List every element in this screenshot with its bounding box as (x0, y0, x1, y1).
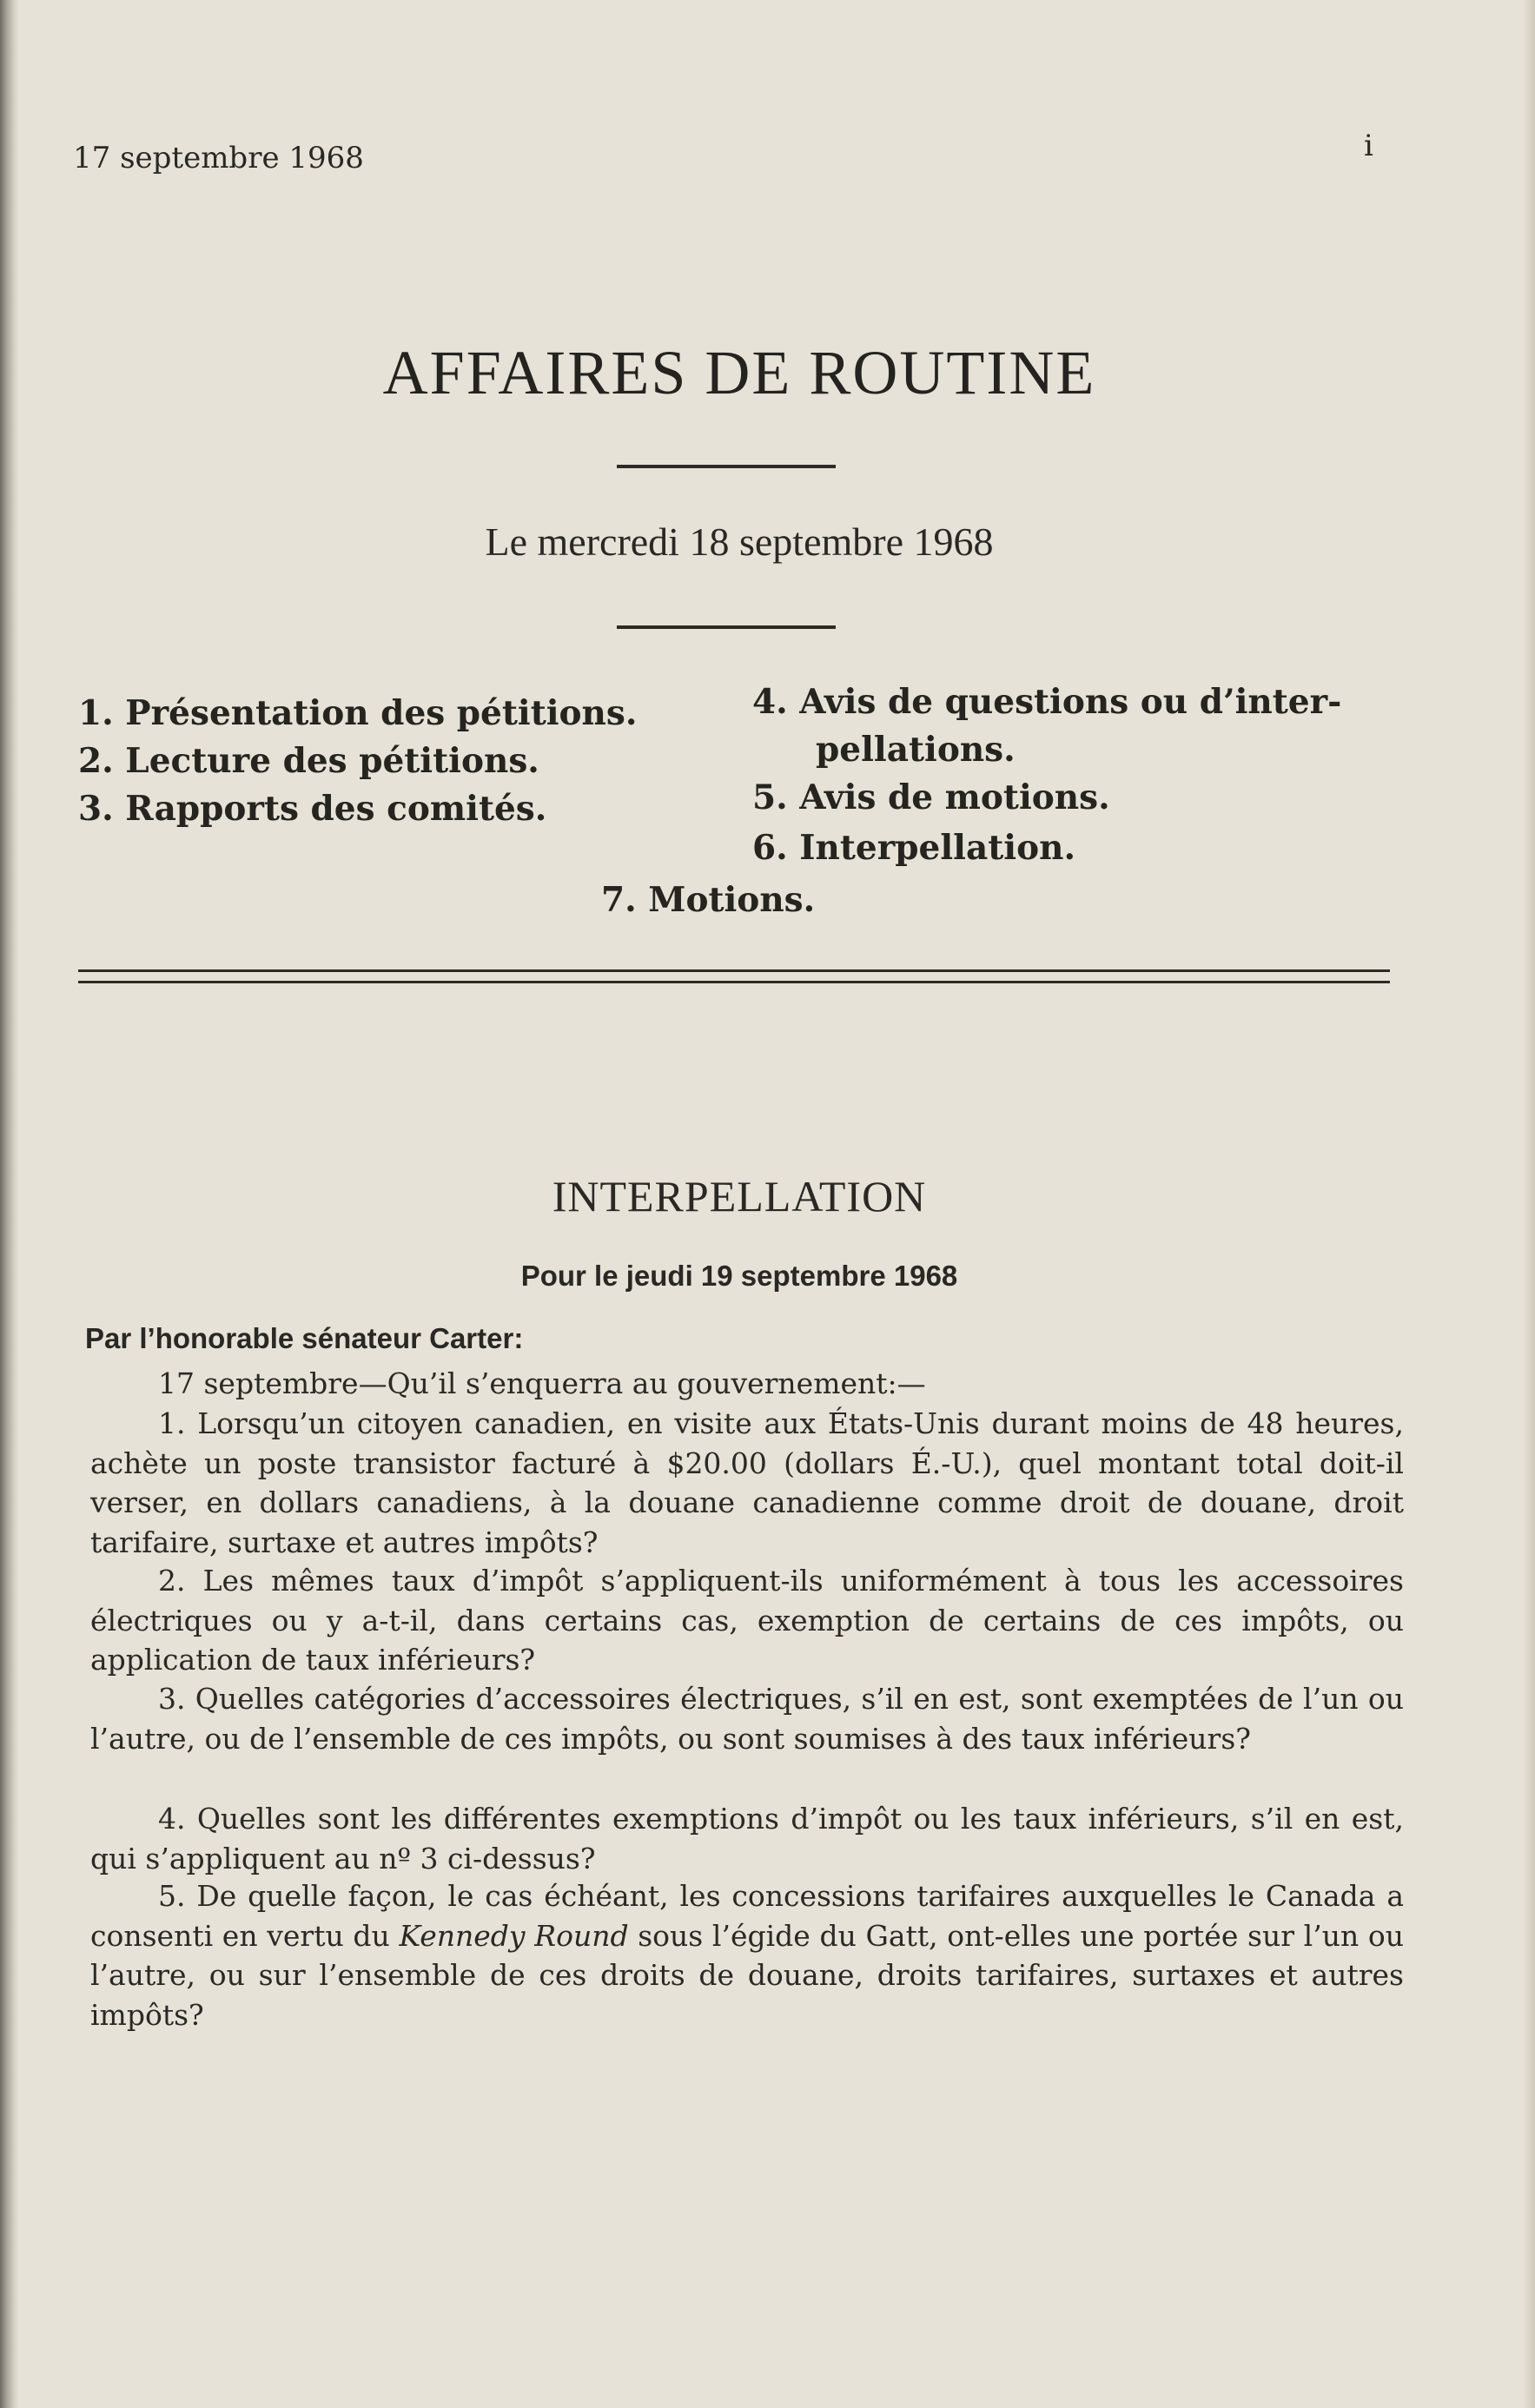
agenda-item-4-continuation: pellations. (816, 730, 1016, 770)
section-date: Pour le jeudi 19 septembre 1968 (520, 1260, 958, 1292)
question-text: Quelles sont les différentes exemptions d’impôt ou les taux inférieurs, s’il en est, qui s’appliquent au nº 3 ci-dessus? (90, 1802, 1404, 1875)
agenda-label: Lecture des pétitions. (125, 741, 539, 781)
subtitle-divider (617, 625, 836, 629)
question-text: Les mêmes taux d’impôt s’appliquent-ils uniformément à tous les accessoires électriques ou y a-t-il, dans certains cas, exemption de certains de ces impôts, ou application de taux inférieurs? (90, 1564, 1404, 1677)
section-title: INTERPELLATION (552, 1172, 927, 1221)
question-paragraph (90, 1679, 1404, 1758)
agenda-label: Interpellation. (799, 828, 1076, 868)
agenda-item-2 (78, 741, 539, 781)
agenda-item-4 (752, 682, 1341, 722)
page-edge (1523, 0, 1535, 2408)
section-divider-top (78, 969, 1390, 972)
agenda-number: 4. (752, 682, 788, 722)
question-number: 2. (158, 1564, 186, 1598)
question-text: Lorsqu’un citoyen canadien, en visite aux États-Unis durant moins de 48 heures, achète un poste transistor facturé à $20.00 (dollars É.-U.), quel montant total doit-il verser, en dollars canadiens, à la douane canadienne comme droit de douane, droit tarifaire, surtaxe et autres impôts? (90, 1406, 1404, 1559)
question-number: 4. (158, 1802, 186, 1836)
question-paragraph (90, 1404, 1404, 1562)
agenda-label: Avis de motions. (799, 777, 1110, 817)
header-date: 17 septembre 1968 (73, 141, 364, 175)
agenda-number: 5. (752, 777, 788, 817)
agenda-label: Motions. (648, 880, 816, 920)
page-title: AFFAIRES DE ROUTINE (382, 338, 1096, 407)
section-divider-bottom (78, 981, 1390, 983)
question-number: 3. (158, 1682, 186, 1716)
question-number: 1. (158, 1406, 186, 1440)
question-paragraph (90, 1876, 1404, 2034)
agenda-item-1 (78, 693, 637, 733)
senator-byline: Par l’honorable sénateur Carter: (85, 1322, 524, 1354)
agenda-label: Présentation des pétitions. (125, 693, 638, 733)
interpellation-intro: 17 septembre—Qu’il s’enquerra au gouvernement:— (158, 1366, 926, 1400)
agenda-number: 1. (78, 693, 114, 733)
agenda-item-5 (752, 777, 1110, 817)
agenda-number: 7. (601, 880, 637, 920)
kennedy-round-term: Kennedy Round (399, 1918, 629, 1953)
question-paragraph (90, 1799, 1404, 1878)
agenda-item-7 (601, 880, 815, 920)
agenda-item-3 (78, 789, 546, 829)
question-number: 5. (158, 1879, 186, 1913)
question-text: Quelles catégories d’accessoires électriques, s’il en est, sont exemptées de l’un ou l’autre, ou de l’ensemble de ces impôts, ou sont soumises à des taux inférieurs? (90, 1682, 1404, 1756)
agenda-label: Rapports des comités. (125, 789, 547, 829)
agenda-item-6 (752, 828, 1075, 868)
agenda-number: 3. (78, 789, 114, 829)
question-paragraph (90, 1561, 1404, 1680)
title-divider (617, 465, 836, 468)
page-number: i (1364, 129, 1373, 163)
sitting-date: Le mercredi 18 septembre 1968 (485, 519, 994, 564)
question-text: sous l’égide du Gatt, ont-elles une portée sur l’un ou l’autre, ou sur l’ensemble de ces droits de douane, droits tarifaires, surtaxes et autres impôts? (90, 1918, 1404, 2032)
agenda-number: 6. (752, 828, 788, 868)
agenda-number: 2. (78, 741, 114, 781)
agenda-label: Avis de questions ou d’inter- (799, 682, 1342, 722)
question-text: De quelle façon, le cas échéant, les concessions tarifaires auxquelles le Canada a consenti en vertu du (90, 1879, 1404, 1953)
